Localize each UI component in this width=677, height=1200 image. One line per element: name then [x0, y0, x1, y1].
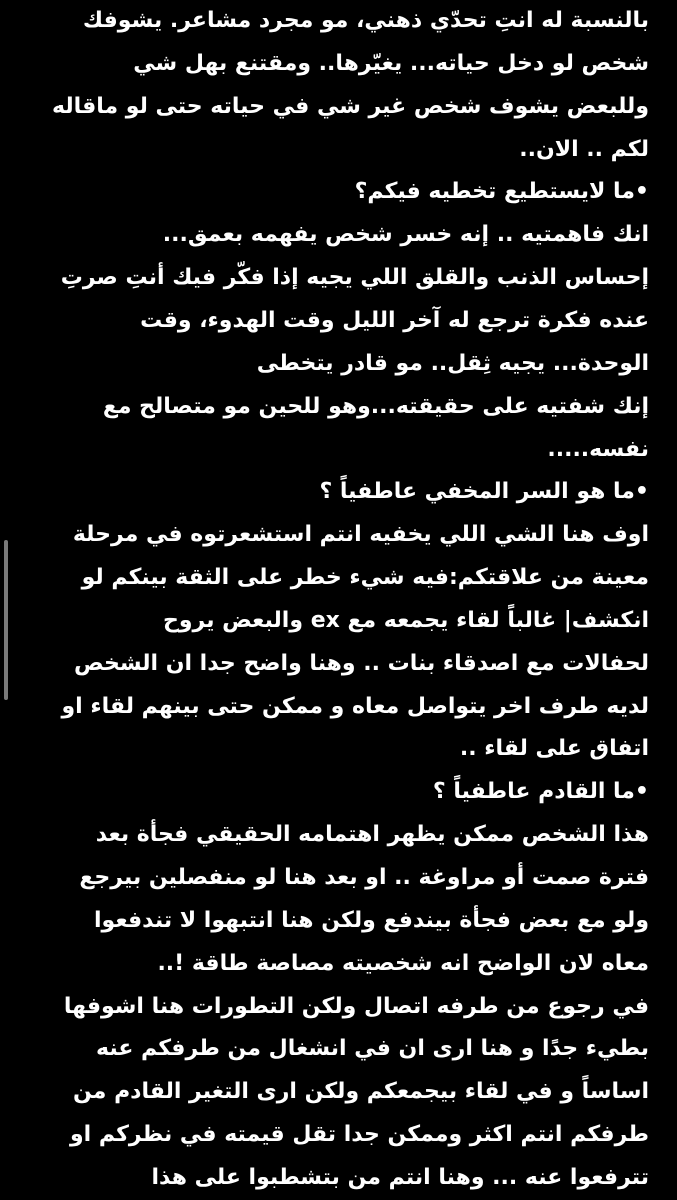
text-line: انكشف| غالباً لقاء يجمعه مع ex والبعض يروح — [163, 607, 649, 633]
section-heading: •ما القادم عاطفياً ؟ — [432, 779, 649, 805]
text-line: عنده فكرة ترجع له آخر الليل وقت الهدوء، وقت — [140, 307, 649, 333]
text-line: تترفعوا عنه ... وهنا انتم من بتشطبوا على هذا — [151, 1165, 649, 1190]
text-line: انك فاهمتيه .. إنه خسر شخص يفهمه بعمق... — [162, 222, 649, 248]
text-line: إحساس الذنب والقلق اللي يجيه إذا فكّر فيك أنتِ صرتِ — [60, 265, 649, 291]
text-line: اتفاق على لقاء .. — [459, 736, 649, 762]
text-line: بطيء جدًا و هنا ارى ان في انشغال من طرفكم عنه — [96, 1036, 649, 1062]
vertical-scrollbar[interactable] — [4, 540, 8, 1200]
scrollbar-thumb[interactable] — [4, 540, 8, 700]
text-line: لكم .. الان.. — [519, 136, 649, 162]
text-line: إنك شفتيه على حقيقته...وهو للحين مو متصالح مع — [102, 393, 649, 419]
text-line: وللبعض يشوف شخص غير شي في حياته حتى لو ماقاله — [51, 93, 649, 119]
text-line: لديه طرف اخر يتواصل معاه و ممكن حتى بينهم لقاء او — [61, 693, 649, 719]
text-line: اوف هنا الشي اللي يخفيه انتم استشعرتوه في مرحلة — [72, 522, 649, 548]
text-line: هذا الشخص ممكن يظهر اهتمامه الحقيقي فجأة بعد — [95, 822, 649, 848]
text-line: الوحدة... يجيه ثِقل.. مو قادر يتخطى — [256, 350, 649, 376]
section-heading: •ما لايستطيع تخطيه فيكم؟ — [354, 179, 649, 205]
text-line: فترة صمت أو مراوغة .. او بعد هنا لو منفصلين بيرجع — [79, 865, 649, 891]
text-line: معينة من علاقتكم:فيه شيء خطر على الثقة بينكم لو — [81, 565, 649, 591]
text-line: في رجوع من طرفه اتصال ولكن التطورات هنا اشوفها — [63, 993, 649, 1019]
text-line: طرفكم انتم اكثر وممكن جدا تقل قيمته في نظركم او — [69, 1122, 649, 1148]
text-line: معاه لان الواضح انه شخصيته مصاصة طاقة !.. — [157, 950, 649, 976]
text-line: نفسه..... — [547, 436, 649, 462]
text-line: ولو مع بعض فجأة بيندفع ولكن هنا انتبهوا لا تندفعوا — [93, 907, 649, 933]
text-line: اساساً و في لقاء بيجمعكم ولكن ارى التغير القادم من — [72, 1079, 649, 1105]
section-heading: •ما هو السر المخفي عاطفياً ؟ — [319, 479, 649, 505]
text-line: بالنسبة له انتِ تحدّي ذهني، مو مجرد مشاعر. يشوفك — [82, 8, 649, 33]
text-line: شخص لو دخل حياته... يغيّرها.. ومقتنع بهل شي — [133, 50, 649, 76]
text-line: لحفالات مع اصدقاء بنات .. وهنا واضح جدا ان الشخص — [73, 650, 649, 676]
